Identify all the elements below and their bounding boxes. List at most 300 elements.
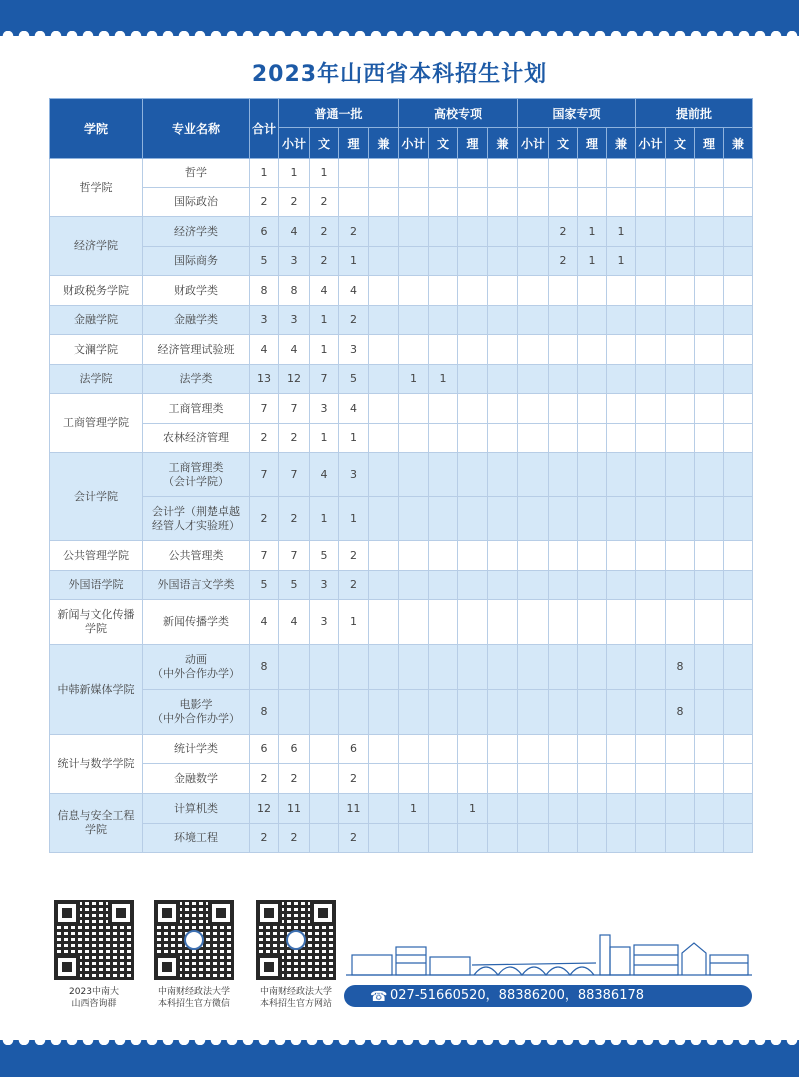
quota-cell <box>369 424 399 453</box>
quota-cell <box>518 764 549 794</box>
quota-cell: 5 <box>279 571 310 600</box>
page-title: 2023年山西省本科招生计划 <box>251 62 548 87</box>
quota-cell <box>429 735 458 764</box>
quota-cell <box>310 690 339 735</box>
quota-cell <box>724 159 753 188</box>
quota-cell <box>695 824 724 853</box>
quota-cell <box>666 217 695 247</box>
quota-cell: 1 <box>578 217 607 247</box>
quota-cell <box>518 424 549 453</box>
quota-cell <box>607 645 636 690</box>
quota-cell <box>488 394 518 424</box>
quota-cell <box>399 188 429 217</box>
quota-cell <box>488 424 518 453</box>
quota-cell <box>399 541 429 571</box>
quota-cell <box>488 306 518 335</box>
quota-cell: 3 <box>310 394 339 424</box>
contact-phone-bar <box>344 985 752 1007</box>
quota-cell <box>695 794 724 824</box>
qr-code-wechat[interactable] <box>149 900 239 1010</box>
quota-cell <box>578 276 607 306</box>
quota-cell <box>399 335 429 365</box>
bottom-border-band <box>0 1040 799 1077</box>
quota-cell <box>458 690 488 735</box>
quota-cell <box>607 276 636 306</box>
college-cell: 中韩新媒体学院 <box>50 645 143 735</box>
quota-cell <box>369 276 399 306</box>
college-cell: 金融学院 <box>50 306 143 335</box>
total-cell: 5 <box>250 571 279 600</box>
quota-cell <box>488 735 518 764</box>
quota-cell <box>549 735 578 764</box>
table-row <box>50 453 753 497</box>
quota-cell: 2 <box>279 764 310 794</box>
quota-cell: 8 <box>279 276 310 306</box>
quota-cell <box>724 365 753 394</box>
quota-cell <box>339 690 369 735</box>
quota-cell <box>549 306 578 335</box>
quota-cell <box>429 424 458 453</box>
quota-cell <box>488 335 518 365</box>
quota-cell <box>724 794 753 824</box>
phone-icon: ☎ <box>370 989 388 1005</box>
quota-cell <box>666 335 695 365</box>
qr-code-icon <box>256 900 336 980</box>
major-cell: 工商管理类 （会计学院） <box>143 453 250 497</box>
major-cell: 国际政治 <box>143 188 250 217</box>
quota-cell <box>666 306 695 335</box>
quota-cell <box>666 394 695 424</box>
quota-cell: 2 <box>339 764 369 794</box>
qr-code-icon <box>54 900 134 980</box>
table-row <box>50 217 753 247</box>
quota-cell <box>607 571 636 600</box>
quota-cell <box>666 735 695 764</box>
quota-cell <box>458 424 488 453</box>
quota-cell <box>488 365 518 394</box>
header-college: 学院 <box>50 99 143 159</box>
quota-cell: 7 <box>279 541 310 571</box>
quota-cell: 1 <box>429 365 458 394</box>
quota-cell <box>724 453 753 497</box>
quota-cell <box>488 794 518 824</box>
quota-cell <box>369 365 399 394</box>
quota-cell <box>607 690 636 735</box>
quota-cell <box>695 394 724 424</box>
quota-cell <box>578 497 607 541</box>
quota-cell: 3 <box>339 335 369 365</box>
quota-cell <box>578 453 607 497</box>
quota-cell <box>695 600 724 645</box>
table-row <box>50 690 753 735</box>
quota-cell: 5 <box>339 365 369 394</box>
table-row <box>50 335 753 365</box>
major-cell: 财政学类 <box>143 276 250 306</box>
header-group-national-special: 国家专项 <box>518 99 636 128</box>
quota-cell: 1 <box>578 247 607 276</box>
table-row <box>50 794 753 824</box>
quota-cell <box>488 453 518 497</box>
quota-cell <box>429 764 458 794</box>
quota-cell: 2 <box>339 824 369 853</box>
qr-caption: 中南财经政法大学 本科招生官方微信 <box>157 987 230 1009</box>
total-cell: 1 <box>250 159 279 188</box>
quota-cell <box>578 306 607 335</box>
quota-cell <box>488 824 518 853</box>
quota-cell <box>549 424 578 453</box>
quota-cell: 4 <box>279 600 310 645</box>
quota-cell <box>549 600 578 645</box>
quota-cell <box>429 276 458 306</box>
header-major: 专业名称 <box>143 99 250 159</box>
quota-cell <box>429 794 458 824</box>
quota-cell <box>549 690 578 735</box>
quota-cell <box>578 365 607 394</box>
quota-cell: 2 <box>339 306 369 335</box>
quota-cell <box>666 571 695 600</box>
quota-cell <box>458 824 488 853</box>
quota-cell <box>549 645 578 690</box>
quota-cell <box>607 365 636 394</box>
quota-cell <box>666 276 695 306</box>
quota-cell <box>488 276 518 306</box>
quota-cell <box>636 453 666 497</box>
quota-cell <box>458 600 488 645</box>
quota-cell <box>578 188 607 217</box>
total-cell: 2 <box>250 424 279 453</box>
quota-cell <box>369 394 399 424</box>
total-cell: 2 <box>250 188 279 217</box>
quota-cell <box>724 188 753 217</box>
header-sub-column: 兼 <box>488 128 518 159</box>
qr-code-icon <box>154 900 234 980</box>
quota-cell <box>369 306 399 335</box>
qr-code-website[interactable] <box>251 900 341 1010</box>
quota-cell <box>458 365 488 394</box>
header-sub-column: 小计 <box>279 128 310 159</box>
header-sub-column: 理 <box>458 128 488 159</box>
quota-cell <box>636 247 666 276</box>
quota-cell: 1 <box>458 794 488 824</box>
quota-cell: 4 <box>339 276 369 306</box>
qr-caption: 2023中南大 山西咨询群 <box>69 987 119 1009</box>
quota-cell <box>518 571 549 600</box>
quota-cell <box>695 645 724 690</box>
quota-cell <box>518 365 549 394</box>
top-border-band <box>0 0 799 36</box>
major-cell: 法学类 <box>143 365 250 394</box>
header-sub-column: 理 <box>695 128 724 159</box>
quota-cell <box>607 600 636 645</box>
quota-cell <box>666 424 695 453</box>
quota-cell <box>488 571 518 600</box>
quota-cell <box>695 497 724 541</box>
quota-cell <box>369 764 399 794</box>
quota-cell <box>369 188 399 217</box>
quota-cell <box>488 764 518 794</box>
quota-cell <box>636 541 666 571</box>
quota-cell: 1 <box>310 497 339 541</box>
quota-cell: 1 <box>607 247 636 276</box>
quota-cell: 2 <box>279 424 310 453</box>
quota-cell <box>549 571 578 600</box>
quota-cell <box>695 735 724 764</box>
table-row <box>50 645 753 690</box>
quota-cell <box>518 541 549 571</box>
quota-cell <box>549 394 578 424</box>
major-cell: 会计学（荆楚卓越 经管人才实验班） <box>143 497 250 541</box>
quota-cell <box>369 600 399 645</box>
quota-cell <box>636 645 666 690</box>
quota-cell <box>695 335 724 365</box>
quota-cell <box>549 335 578 365</box>
quota-cell <box>458 764 488 794</box>
quota-cell <box>458 217 488 247</box>
quota-cell <box>399 735 429 764</box>
campus-skyline-illustration <box>346 925 752 977</box>
table-row <box>50 276 753 306</box>
quota-cell <box>666 600 695 645</box>
quota-cell <box>488 645 518 690</box>
header-sub-column: 文 <box>666 128 695 159</box>
quota-cell <box>310 824 339 853</box>
quota-cell <box>724 645 753 690</box>
quota-cell: 5 <box>310 541 339 571</box>
quota-cell: 6 <box>279 735 310 764</box>
quota-cell: 2 <box>310 188 339 217</box>
quota-cell <box>369 335 399 365</box>
quota-cell <box>429 394 458 424</box>
quota-cell: 3 <box>310 600 339 645</box>
quota-cell <box>549 541 578 571</box>
quota-cell <box>636 735 666 764</box>
quota-cell <box>607 824 636 853</box>
quota-cell <box>578 424 607 453</box>
quota-cell <box>399 424 429 453</box>
quota-cell <box>310 764 339 794</box>
table-row <box>50 824 753 853</box>
quota-cell: 4 <box>279 335 310 365</box>
quota-cell <box>518 217 549 247</box>
quota-cell <box>724 276 753 306</box>
quota-cell <box>399 571 429 600</box>
major-cell: 新闻传播学类 <box>143 600 250 645</box>
college-cell: 统计与数学学院 <box>50 735 143 794</box>
quota-cell: 1 <box>339 424 369 453</box>
quota-cell <box>518 645 549 690</box>
total-cell: 13 <box>250 365 279 394</box>
quota-cell <box>458 335 488 365</box>
quota-cell: 7 <box>279 394 310 424</box>
total-cell: 2 <box>250 764 279 794</box>
quota-cell <box>429 600 458 645</box>
quota-cell <box>636 794 666 824</box>
quota-cell: 7 <box>310 365 339 394</box>
major-cell: 金融学类 <box>143 306 250 335</box>
quota-cell: 2 <box>279 497 310 541</box>
total-cell: 6 <box>250 217 279 247</box>
quota-cell <box>607 306 636 335</box>
major-cell: 农林经济管理 <box>143 424 250 453</box>
quota-cell <box>549 794 578 824</box>
quota-cell: 7 <box>279 453 310 497</box>
quota-cell <box>399 159 429 188</box>
quota-cell <box>518 276 549 306</box>
quota-cell <box>310 645 339 690</box>
quota-cell <box>549 188 578 217</box>
table-row <box>50 365 753 394</box>
quota-cell <box>578 394 607 424</box>
quota-cell <box>724 394 753 424</box>
quota-cell <box>666 247 695 276</box>
header-sub-column: 文 <box>310 128 339 159</box>
quota-cell <box>399 600 429 645</box>
quota-cell: 2 <box>310 217 339 247</box>
table-row <box>50 600 753 645</box>
quota-cell <box>369 497 399 541</box>
quota-cell <box>518 335 549 365</box>
quota-cell <box>549 365 578 394</box>
qr-code-consult-group[interactable] <box>49 900 139 1010</box>
quota-cell <box>636 159 666 188</box>
quota-cell <box>399 690 429 735</box>
quota-cell <box>458 188 488 217</box>
header-sub-column: 文 <box>429 128 458 159</box>
quota-cell <box>518 247 549 276</box>
quota-cell <box>488 217 518 247</box>
quota-cell <box>518 735 549 764</box>
major-cell: 国际商务 <box>143 247 250 276</box>
college-cell: 会计学院 <box>50 453 143 541</box>
quota-cell <box>549 764 578 794</box>
quota-cell <box>429 497 458 541</box>
quota-cell <box>578 645 607 690</box>
header-sub-column: 小计 <box>518 128 549 159</box>
quota-cell: 1 <box>339 497 369 541</box>
quota-cell <box>399 764 429 794</box>
quota-cell <box>458 571 488 600</box>
quota-cell <box>549 497 578 541</box>
quota-cell <box>578 735 607 764</box>
quota-cell <box>666 824 695 853</box>
table-row <box>50 247 753 276</box>
quota-cell: 1 <box>339 247 369 276</box>
quota-cell <box>636 497 666 541</box>
header-sub-column: 兼 <box>607 128 636 159</box>
header-group-university-special: 高校专项 <box>399 99 518 128</box>
quota-cell <box>369 571 399 600</box>
quota-cell: 8 <box>666 690 695 735</box>
total-cell: 12 <box>250 794 279 824</box>
table-row <box>50 188 753 217</box>
quota-cell <box>607 497 636 541</box>
quota-cell <box>518 306 549 335</box>
quota-cell <box>636 600 666 645</box>
quota-cell <box>549 159 578 188</box>
quota-cell <box>636 571 666 600</box>
quota-cell <box>695 571 724 600</box>
quota-cell <box>429 159 458 188</box>
quota-cell <box>607 335 636 365</box>
quota-cell <box>369 824 399 853</box>
college-cell: 经济学院 <box>50 217 143 276</box>
quota-cell <box>429 217 458 247</box>
quota-cell <box>636 306 666 335</box>
quota-cell: 4 <box>310 276 339 306</box>
quota-cell <box>518 794 549 824</box>
quota-cell <box>607 453 636 497</box>
quota-cell <box>399 453 429 497</box>
quota-cell <box>458 541 488 571</box>
college-cell: 公共管理学院 <box>50 541 143 571</box>
quota-cell: 3 <box>279 247 310 276</box>
quota-cell <box>724 735 753 764</box>
college-cell: 工商管理学院 <box>50 394 143 453</box>
table-row <box>50 159 753 188</box>
quota-cell: 3 <box>310 571 339 600</box>
quota-cell <box>724 541 753 571</box>
major-cell: 公共管理类 <box>143 541 250 571</box>
total-cell: 7 <box>250 394 279 424</box>
quota-cell <box>724 764 753 794</box>
total-cell: 8 <box>250 690 279 735</box>
quota-cell <box>369 159 399 188</box>
total-cell: 4 <box>250 600 279 645</box>
quota-cell: 11 <box>279 794 310 824</box>
quota-cell: 1 <box>399 365 429 394</box>
total-cell: 5 <box>250 247 279 276</box>
college-cell: 法学院 <box>50 365 143 394</box>
quota-cell <box>399 217 429 247</box>
quota-cell <box>518 690 549 735</box>
quota-cell <box>339 159 369 188</box>
quota-cell <box>279 645 310 690</box>
quota-cell <box>724 600 753 645</box>
quota-cell <box>695 159 724 188</box>
quota-cell <box>695 247 724 276</box>
quota-cell: 4 <box>310 453 339 497</box>
quota-cell <box>578 541 607 571</box>
admission-plan-table <box>49 98 753 853</box>
quota-cell <box>607 159 636 188</box>
quota-cell <box>399 394 429 424</box>
quota-cell <box>429 453 458 497</box>
major-cell: 计算机类 <box>143 794 250 824</box>
quota-cell: 12 <box>279 365 310 394</box>
college-cell: 文澜学院 <box>50 335 143 365</box>
phone-numbers[interactable]: 027-51660520，88386200，88386178 <box>390 988 645 1003</box>
quota-cell <box>636 335 666 365</box>
quota-cell <box>279 690 310 735</box>
total-cell: 6 <box>250 735 279 764</box>
header-sub-column: 兼 <box>724 128 753 159</box>
quota-cell <box>429 306 458 335</box>
quota-cell <box>695 541 724 571</box>
university-logo-icon <box>286 930 306 950</box>
quota-cell <box>666 188 695 217</box>
quota-cell <box>607 735 636 764</box>
quota-cell <box>549 453 578 497</box>
header-sub-column: 文 <box>549 128 578 159</box>
quota-cell <box>724 824 753 853</box>
quota-cell: 11 <box>339 794 369 824</box>
quota-cell <box>666 365 695 394</box>
quota-cell <box>607 394 636 424</box>
total-cell: 7 <box>250 541 279 571</box>
major-cell: 动画 （中外合作办学） <box>143 645 250 690</box>
quota-cell <box>724 335 753 365</box>
quota-cell <box>607 764 636 794</box>
